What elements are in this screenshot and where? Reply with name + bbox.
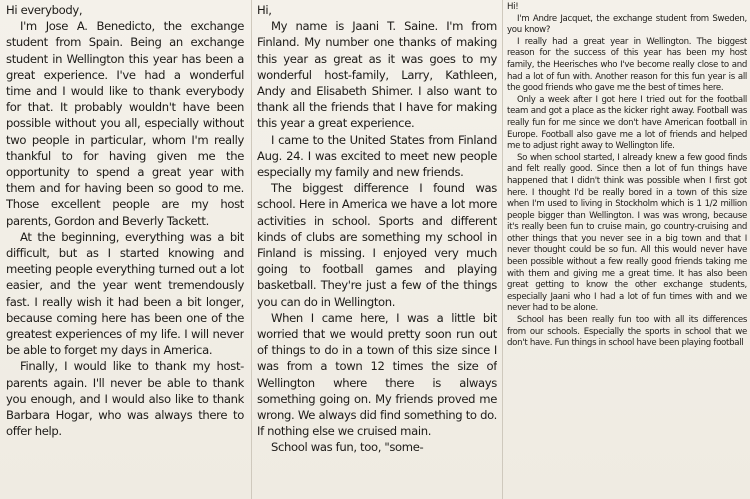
column2-paragraph: I came to the United States from Finland Aug. 24. I was excited to meet new people especially my family and new friends.	[257, 132, 497, 180]
column3-paragraph: I'm Andre Jacquet, the exchange student from Sweden, you know?	[507, 13, 747, 36]
column-divider	[251, 0, 252, 499]
column3-paragraph: School has been really fun too with all its differences from our schools. Especially the sports in school that we don't have. Fun things in school have been playing football	[507, 315, 747, 349]
column1-paragraph: At the beginning, everything was a bit difficult, but as I started knowing and meeting people everything turned out a lot easier, and the year went tremendously fast. I really wish it had been a bit longer, because coming here has been one of the greatest experiences of my life. I will never be able to forget my days in America.	[6, 229, 244, 358]
column2-paragraph: The biggest difference I found was school. Here in America we have a lot more activities in school. Sports and different kinds of clubs are something my school in Finland is missing. I enjoyed very much going to football games and playing basketball. They're just a few of the things you can do in Wellington.	[257, 181, 497, 309]
column3-paragraph: I really had a great year in Wellington. The biggest reason for the success of this year has been my host family, the Heerisches who I've become really close to and had a lot of fun with. Another reason for this fun year is all the good friends who gave me the best of times here.	[507, 36, 747, 94]
column3-greeting: Hi!	[507, 2, 519, 12]
column-jaani-saine	[257, 2, 497, 499]
column2-paragraph: When I came here, I was a little bit worried that we would pretty soon run out of things to do in a town of this size since I was from a town 12 times the size of Wellington where there is always something going on. My friends proved me wrong. We always did find something to do. If nothing else we cruised main.	[257, 310, 497, 439]
column-divider	[502, 0, 503, 499]
column1-paragraph: I'm Jose A. Benedicto, the exchange student from Spain. Being an exchange student in Wellington this year has been a great experience. I've had a wonderful time and I would like to thank everybody for that. It probably wouldn't have been possible without you all, especially without two people in particular, whom I'm really thankful to for having given me the opportunity to spend a great year with them and for having been so good to me. Those excellent people are my host parents, Gordon and Beverly Tackett.	[6, 19, 244, 228]
column-andre-jacquet	[507, 2, 747, 499]
column1-paragraph: Finally, I would like to thank my host-parents again. I'll never be able to thank you enough, and I would also like to thank Barbara Hogar, who was always there to offer help.	[6, 359, 244, 439]
column2-greeting: Hi,	[257, 3, 272, 17]
column2-paragraph: My name is Jaani T. Saine. I'm from Finland. My number one thanks of making this year as great as it was goes to my wonderful host-family, Larry, Kathleen, Andy and Elisabeth Shimer. I also want to thank all the friends that I have for making this year a great experience.	[257, 19, 497, 131]
column1-greeting: Hi everybody,	[6, 3, 83, 17]
column2-paragraph: School was fun, too, "some-	[271, 440, 424, 455]
column-jose-benedicto	[6, 2, 244, 499]
column3-paragraph: Only a week after I got here I tried out for the football team and got a place as the kicker right away. Football was really fun for me since we don't have American football in Europe. Football also gave me a lot of friends and helped me to adjust right away to Wellington life.	[507, 94, 747, 152]
column3-paragraph: So when school started, I already knew a few good finds and felt really good. Since then a lot of fun things have happened that I didn't think was possible when I first got here. I thought I'd be really bored in a town of this size when I'm used to living in Stockholm which is 1 1/2 million people bigger than Wellington. I was was wrong, because it's really been fun to cruise main, go country-cruising and other things that you never see in a big town and that I never thought could be so fun. All this would never have been possible without a few really good friends taking me with them and giving me a great time. It has also been great getting to know the other exchange students, especially Jaani who I had a lot of fun times with and we never had to be alone.	[507, 152, 747, 314]
